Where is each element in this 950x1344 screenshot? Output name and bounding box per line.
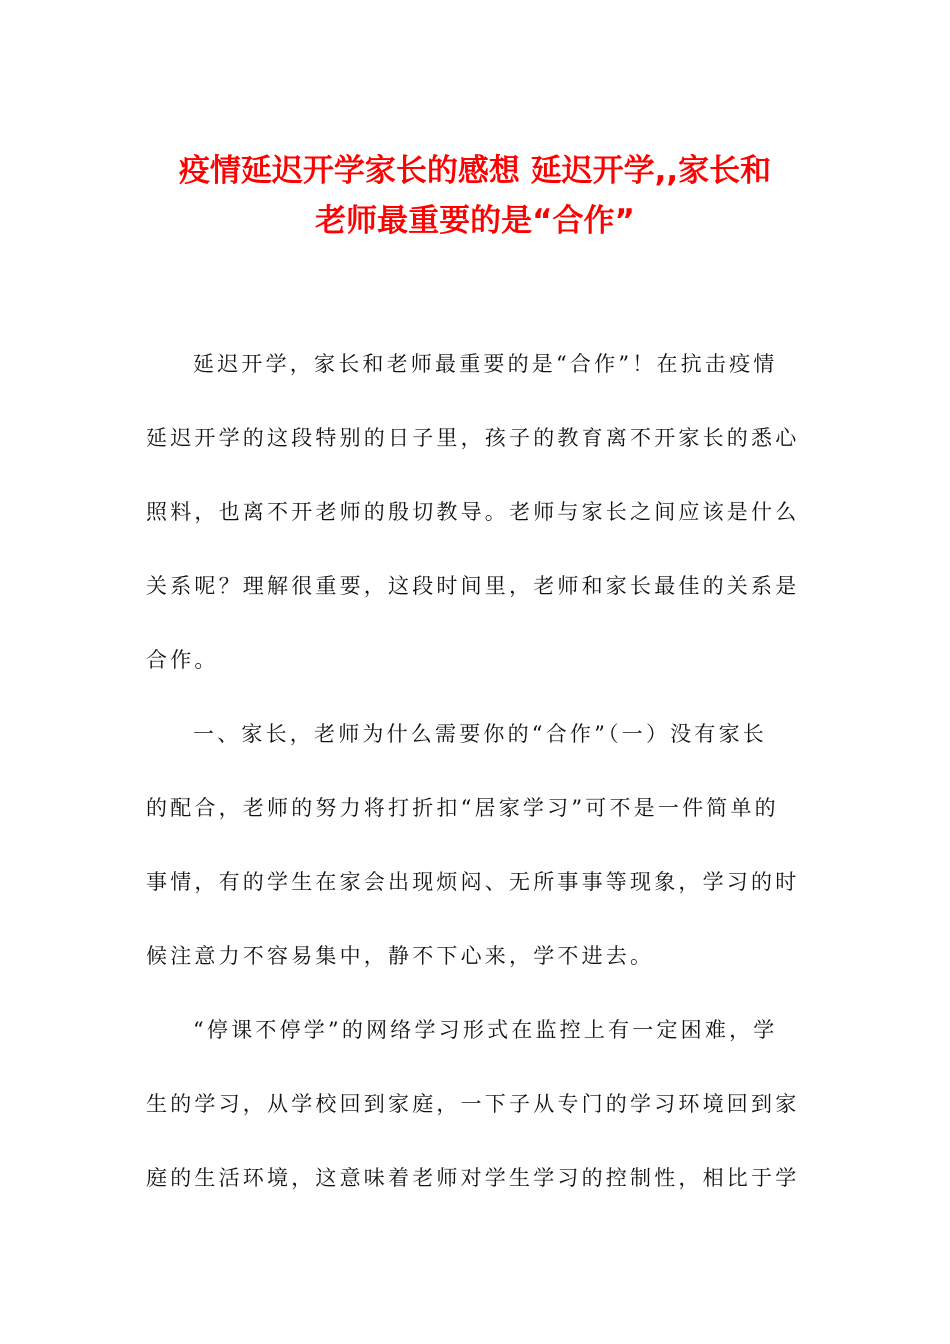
paragraph-1-line-2: 延迟开学的这段特别的日子里，孩子的教育离不开家长的悉心 [146, 426, 800, 450]
paragraph-3-line-1: “停课不停学”的网络学习形式在监控上有一定困难，学 [193, 1018, 778, 1042]
paragraph-1-line-1: 延迟开学，家长和老师最重要的是“合作”！在抗击疫情 [193, 352, 778, 376]
paragraph-1-line-3: 照料，也离不开老师的殷切教导。老师与家长之间应该是什么 [146, 500, 800, 524]
paragraph-2-line-3: 事情，有的学生在家会出现烦闷、无所事事等现象，学习的时 [146, 870, 800, 894]
document-title [120, 146, 830, 246]
title-line-1: 疫情延迟开学家长的感想 延迟开学,,家长和 [178, 153, 772, 189]
paragraph-1-line-5: 合作。 [146, 648, 219, 672]
paragraph-2-line-4: 候注意力不容易集中，静不下心来，学不进去。 [146, 944, 655, 968]
paragraph-3-line-3: 庭的生活环境，这意味着老师对学生学习的控制性，相比于学 [146, 1166, 800, 1190]
paragraph-1-line-4: 关系呢？理解很重要，这段时间里，老师和家长最佳的关系是 [146, 574, 800, 598]
document-body [146, 327, 800, 1215]
paragraph-2-line-1: 一、家长，老师为什么需要你的“合作”（一）没有家长 [193, 722, 767, 746]
paragraph-3-line-2: 生的学习，从学校回到家庭，一下子从专门的学习环境回到家 [146, 1092, 800, 1116]
title-line-2: 老师最重要的是“合作” [315, 203, 635, 239]
paragraph-2-line-2: 的配合，老师的努力将打折扣“居家学习”可不是一件简单的 [146, 796, 779, 820]
